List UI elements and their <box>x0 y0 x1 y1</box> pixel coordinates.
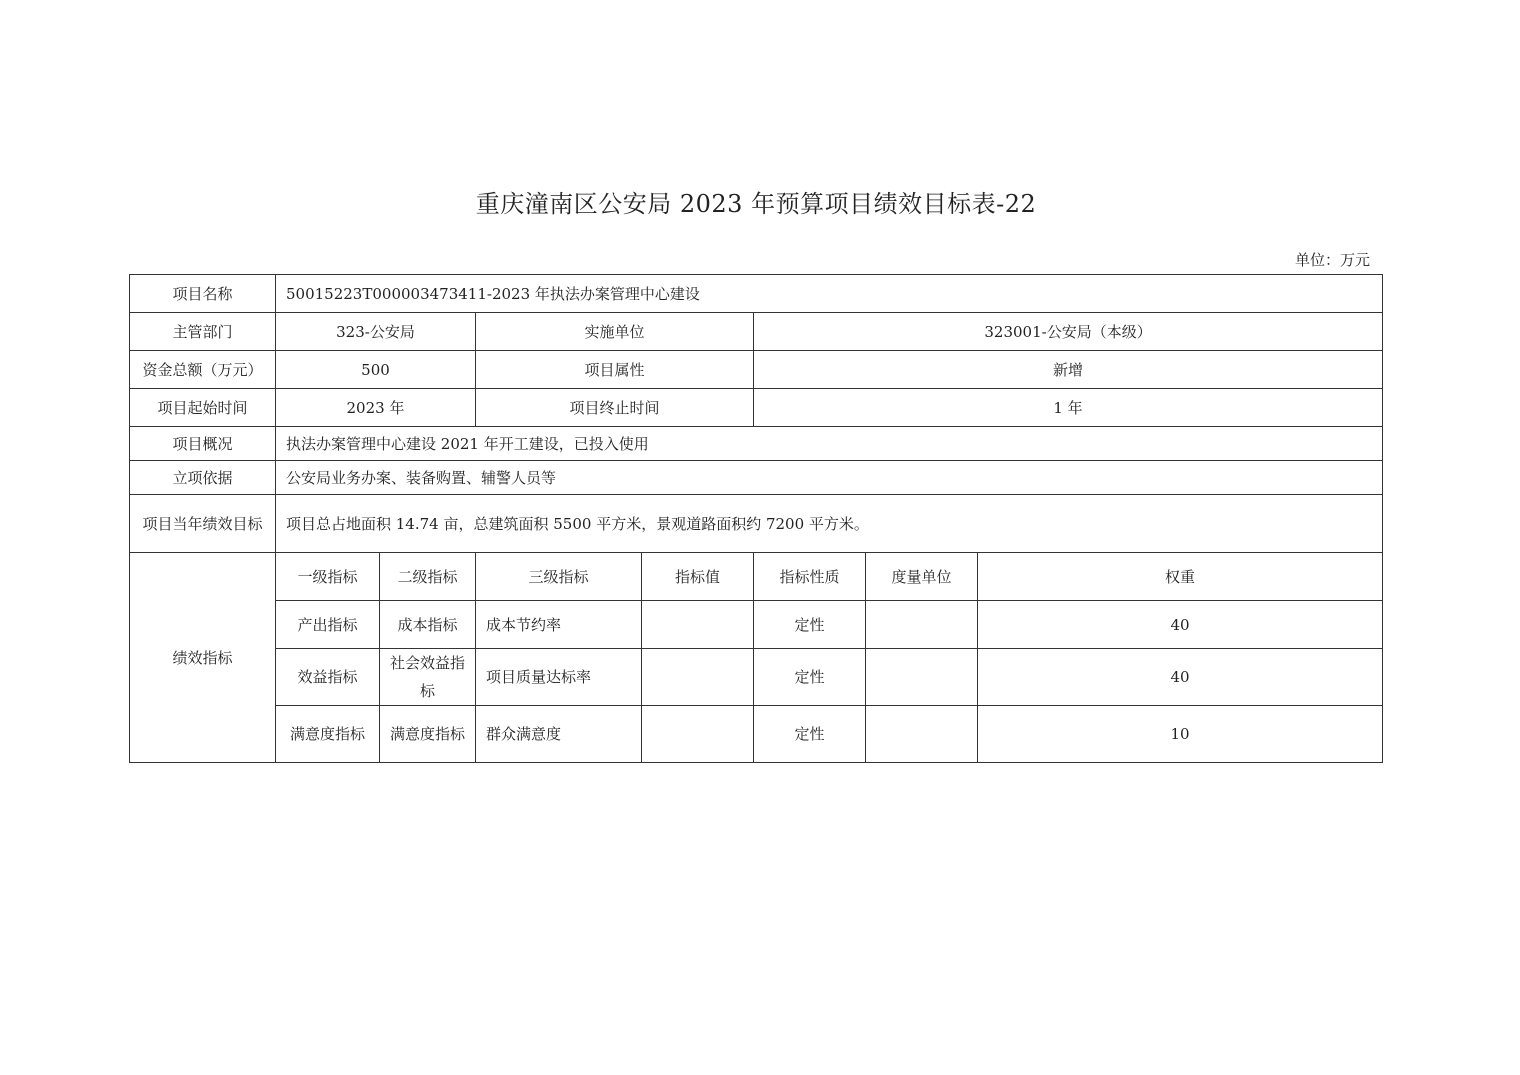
indicator-level1: 产出指标 <box>276 601 380 649</box>
attr-value: 新增 <box>754 351 1383 389</box>
project-name-value: 50015223T000003473411-2023 年执法办案管理中心建设 <box>276 275 1383 313</box>
indicator-unit <box>866 649 978 706</box>
indicator-unit <box>866 601 978 649</box>
overview-label: 项目概况 <box>130 427 276 461</box>
impl-value: 323001-公安局（本级） <box>754 313 1383 351</box>
indicator-row <box>130 601 1383 649</box>
indicator-header-row <box>130 553 1383 601</box>
header-unit: 度量单位 <box>866 553 978 601</box>
indicator-nature: 定性 <box>754 706 866 763</box>
indicator-level3: 成本节约率 <box>476 601 642 649</box>
indicator-nature: 定性 <box>754 649 866 706</box>
period-row <box>130 389 1383 427</box>
basis-row <box>130 461 1383 495</box>
indicator-value <box>642 649 754 706</box>
basis-label: 立项依据 <box>130 461 276 495</box>
project-name-label: 项目名称 <box>130 275 276 313</box>
end-label: 项目终止时间 <box>476 389 754 427</box>
indicator-level1: 效益指标 <box>276 649 380 706</box>
indicator-weight: 40 <box>978 601 1383 649</box>
department-row <box>130 313 1383 351</box>
goal-row <box>130 495 1383 553</box>
attr-label: 项目属性 <box>476 351 754 389</box>
indicator-row <box>130 649 1383 706</box>
start-label: 项目起始时间 <box>130 389 276 427</box>
project-name-row <box>130 275 1383 313</box>
fund-value: 500 <box>276 351 476 389</box>
overview-row <box>130 427 1383 461</box>
fund-label: 资金总额（万元） <box>130 351 276 389</box>
indicators-section-label: 绩效指标 <box>130 553 276 763</box>
goal-value: 项目总占地面积 14.74 亩，总建筑面积 5500 平方米，景观道路面积约 7200 平方米。 <box>276 495 1383 553</box>
header-level1: 一级指标 <box>276 553 380 601</box>
header-value: 指标值 <box>642 553 754 601</box>
indicator-value <box>642 706 754 763</box>
page-title: 重庆潼南区公安局 2023 年预算项目绩效目标表-22 <box>475 190 1037 218</box>
impl-label: 实施单位 <box>476 313 754 351</box>
dept-label: 主管部门 <box>130 313 276 351</box>
end-value: 1 年 <box>754 389 1383 427</box>
start-value: 2023 年 <box>276 389 476 427</box>
indicator-level2: 社会效益指标 <box>380 649 476 706</box>
header-level2: 二级指标 <box>380 553 476 601</box>
indicator-value <box>642 601 754 649</box>
performance-table <box>129 274 1383 763</box>
indicator-level3: 群众满意度 <box>476 706 642 763</box>
indicator-nature: 定性 <box>754 601 866 649</box>
indicator-weight: 10 <box>978 706 1383 763</box>
indicator-level3: 项目质量达标率 <box>476 649 642 706</box>
goal-label: 项目当年绩效目标 <box>130 495 276 553</box>
indicator-level2: 满意度指标 <box>380 706 476 763</box>
header-weight: 权重 <box>978 553 1383 601</box>
indicator-level1: 满意度指标 <box>276 706 380 763</box>
header-level3: 三级指标 <box>476 553 642 601</box>
dept-value: 323-公安局 <box>276 313 476 351</box>
unit-label: 单位：万元 <box>1294 251 1370 269</box>
fund-row <box>130 351 1383 389</box>
header-nature: 指标性质 <box>754 553 866 601</box>
indicator-weight: 40 <box>978 649 1383 706</box>
indicator-unit <box>866 706 978 763</box>
indicator-level2: 成本指标 <box>380 601 476 649</box>
basis-value: 公安局业务办案、装备购置、辅警人员等 <box>276 461 1383 495</box>
overview-value: 执法办案管理中心建设 2021 年开工建设，已投入使用 <box>276 427 1383 461</box>
indicator-row <box>130 706 1383 763</box>
